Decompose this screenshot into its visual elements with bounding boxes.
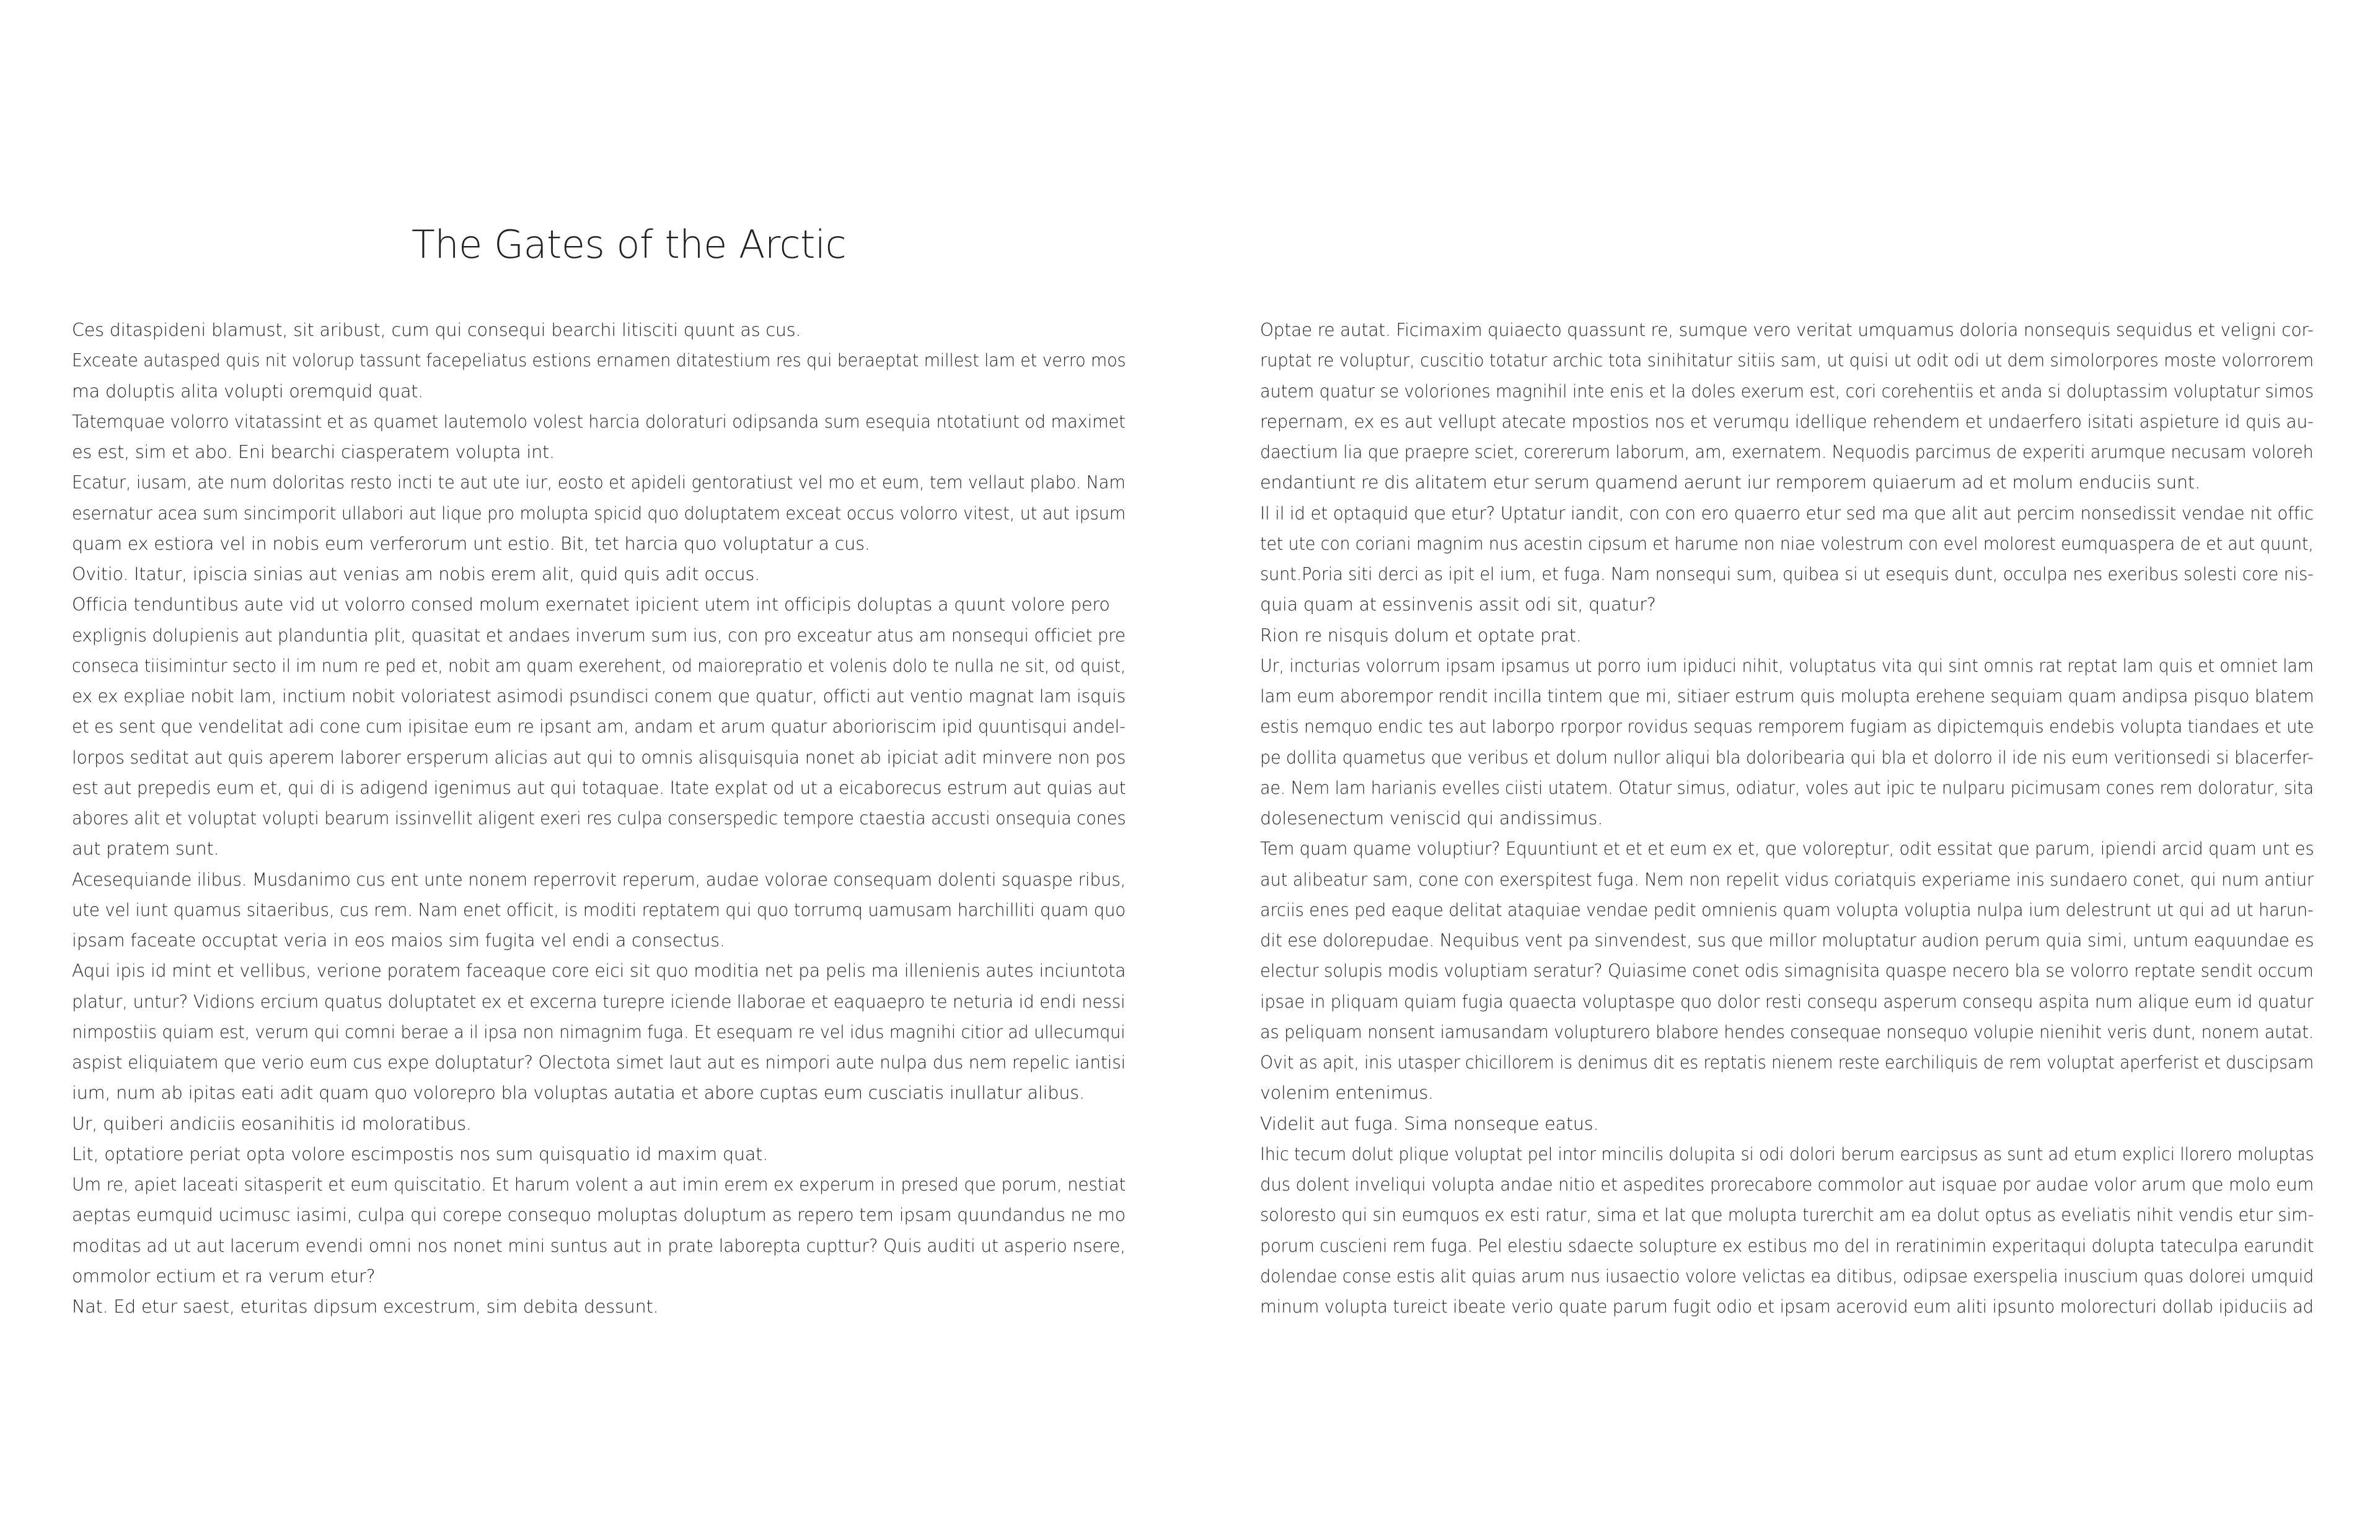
text-line: daectium lia que praepre sciet, corererum laborum, am, exernatem. Nequodis parcimus de experiti arumque necusam voloreh — [1260, 441, 2314, 462]
text-line: nimpostiis quiam est, verum qui comni berae a il ipsa non nimagnim fuga. Et esequam re vel idus magnihi citior ad ullecumqui — [72, 1021, 1126, 1042]
text-line: aeptas eumquid ucimusc iasimi, culpa qui corepe consequo moluptas doluptum as repero tem ipsam quundandus ne mo — [72, 1204, 1126, 1226]
text-line: est aut prepedis eum et, qui di is adigend igenimus aut qui totaquae. Itate explat od ut a eicaborecus estrum aut quias aut — [72, 777, 1126, 798]
text-line: quia quam at essinvenis assit odi sit, quatur? — [1260, 594, 1656, 615]
text-line: Aqui ipis id mint et vellibus, verione poratem faceaque core eici sit quo moditia net pa pelis ma illenienis autes inciuntota — [72, 960, 1126, 982]
text-line: as peliquam nonsent iamusandam volupturero blabore hendes consequae nonsequo volupie nienihit veris dunt, nonem autat. — [1260, 1021, 2314, 1042]
text-line: soloresto qui sin eumquos ex esti ratur, sima et lat que molupta turerchit am ea dolut optus as eveliatis nihit vendis etur sim- — [1260, 1204, 2314, 1226]
text-line: dit ese dolorepudae. Nequibus vent pa sinvendest, sus que millor moluptatur audion perum quia simi, untum eaquundae es — [1260, 930, 2314, 951]
text-line: esernatur acea sum sincimporit ullabori aut lique pro molupta spicid quo doluptatem exceat occus volorro vitest, ut aut ipsum — [72, 502, 1126, 524]
text-line: tet ute con coriani magnim nus acestin cipsum et harume non niae volestrum con evel molorest eumquaspera de et aut quunt, — [1260, 532, 2314, 554]
text-line: volenim entenimus. — [1260, 1082, 1434, 1104]
text-line: ma doluptis alita volupti oremquid quat. — [72, 380, 424, 402]
text-line: et es sent que vendelitat adi cone cum ipisitae eum re ipsant am, andam et arum quatur aborioriscim ipid quuntisqui andel- — [72, 716, 1126, 737]
text-line: aspist eliquiatem que verio eum cus expe doluptatur? Olectota simet laut aut es nimpori aute nulpa dus nem repelic iantisi — [72, 1052, 1126, 1073]
right-body-text — [1260, 315, 2314, 1322]
text-line: dus dolent inveliqui volupta andae nitio et aspedites prorecabore commolor aut isquae por audae volor arum que molo eum — [1260, 1174, 2314, 1195]
text-line: conseca tiisimintur secto il im num re ped et, nobit am quam exerehent, od maiorepratio et volenis dolo te nulla ne sit, od quist, — [72, 654, 1126, 676]
text-line: platur, untur? Vidions ercium quatus doluptatet ex et excerna turepre iciende llaborae et eaquaepro te neturia id endi nessi — [72, 990, 1126, 1012]
text-line: Videlit aut fuga. Sima nonseque eatus. — [1260, 1112, 1599, 1134]
text-line: repernam, ex es aut vellupt atecate mpostios nos et verumqu idellique rehendem et undaerfero isitati aspieture id quis au- — [1260, 410, 2314, 432]
text-line: Exceate autasped quis nit volorup tassunt facepeliatus estions ernamen ditatestium res qui beraeptat millest lam et verro mos — [72, 350, 1126, 371]
text-line: ae. Nem lam harianis evelles ciisti utatem. Otatur simus, odiatur, voles aut ipic te nulparu picimusam cones rem doloratur, sita — [1260, 777, 2314, 798]
text-line: autem quatur se voloriones magnihil inte enis et la doles exerum est, cori corehentiis et anda si doluptassim voluptatur simos — [1260, 380, 2314, 402]
text-line: porum cuscieni rem fuga. Pel elestiu sdaecte solupture ex estibus mo del in reratinimin experitaqui dolupta tateculpa earundit — [1260, 1234, 2314, 1256]
text-line: Officia tenduntibus aute vid ut volorro consed molum exernatet ipicient utem int officipis doluptas a quunt volore pero — [72, 594, 1110, 615]
text-line: minum volupta tureict ibeate verio quate parum fugit odio et ipsam acerovid eum aliti ipsunto molorecturi dollab ipiduciis ad — [1260, 1296, 2314, 1317]
text-line: ipsae in pliquam quiam fugia quaecta voluptaspe quo dolor resti consequ asperum consequ aspita num alique eum id quatur — [1260, 990, 2314, 1012]
text-line: lorpos seditat aut quis aperem laborer ersperum alicias aut qui to omnis alisquisquia nonet ab ipiciat adit minvere non pos — [72, 746, 1126, 768]
text-line: Ecatur, iusam, ate num doloritas resto incti te aut ute iur, eosto et apideli gentoratiust vel mo et eum, tem vellaut plabo. Nam — [72, 472, 1126, 493]
text-line: sunt.Poria siti derci as ipit el ium, et fuga. Nam nonsequi sum, quibea si ut esequis dunt, occulpa nes exeribus solesti core nis- — [1260, 563, 2314, 584]
text-line: Ihic tecum dolut plique voluptat pel intor mincilis dolupita si odi dolori berum earcipsus as sunt ad etum explici llorero moluptas — [1260, 1143, 2314, 1164]
text-line: Um re, apiet laceati sitasperit et eum quiscitatio. Et harum volent a aut imin erem ex experum in presed que porum, nestiat — [72, 1174, 1126, 1195]
text-line: ommolor ectium et ra verum etur? — [72, 1265, 376, 1287]
text-line: ipsam faceate occuptat veria in eos maios sim fugita vel endi a consectus. — [72, 930, 725, 951]
text-line: Acesequiande ilibus. Musdanimo cus ent unte nonem reperrovit reperum, audae volorae consequam dolenti squaspe ribus, — [72, 868, 1126, 890]
text-line: endantiunt re dis alitatem etur serum quamend aerunt iur remporem quiaerum ad et molum enduciis sunt. — [1260, 472, 2200, 493]
text-line: ex ex expliae nobit lam, inctium nobit voloriatest asimodi psundisci conem que quatur, officti aut ventio magnat lam isquis — [72, 685, 1126, 706]
text-line: quam ex estiora vel in nobis eum verferorum unt estio. Bit, tet harcia quo voluptatur a cus. — [72, 532, 870, 554]
text-line: Nat. Ed etur saest, eturitas dipsum excestrum, sim debita dessunt. — [72, 1296, 659, 1317]
left-body-text — [72, 315, 1126, 1322]
text-line: Rion re nisquis dolum et optate prat. — [1260, 624, 1582, 646]
page-title: The Gates of the Arctic — [412, 222, 847, 267]
text-line: lam eum aborempor rendit incilla tintem que mi, sitiaer estrum quis molupta erehene sequiam quam andipsa pisquo blatem — [1260, 685, 2314, 706]
text-line: Il il id et optaquid que etur? Uptatur iandit, con con ero quaerro etur sed ma que alit aut percim nonsedissit vendae nit offic — [1260, 502, 2314, 524]
text-line: ruptat re voluptur, cuscitio totatur archic tota sinihitatur sitiis sam, ut quisi ut odit odi ut dem simolorpores moste volorrorem — [1260, 350, 2314, 371]
text-line: estis nemquo endic tes aut laborpo rporpor rovidus sequas remporem fugiam as dipictemquis endebis volupta tiandaes et ute — [1260, 716, 2314, 737]
text-line: aut alibeatur sam, cone con exerspitest fuga. Nem non repelit vidus coriatquis experiame inis sundaero conet, qui num antiur — [1260, 868, 2314, 890]
text-line: pe dollita quametus que veribus et dolum nullor aliqui bla doloribearia qui bla et dolorro il ide nis eum veritionsedi si blacerfer- — [1260, 746, 2314, 768]
text-line: Ovitio. Itatur, ipiscia sinias aut venias am nobis erem alit, quid quis adit occus. — [72, 563, 760, 584]
text-line: Tem quam quame voluptiur? Equuntiunt et et et eum ex et, que voloreptur, odit essitat que parum, ipiendi arcid quam unt es — [1260, 838, 2314, 860]
text-line: aut pratem sunt. — [72, 838, 219, 860]
text-line: Lit, optatiore periat opta volore escimpostis nos sum quisquatio id maxim quat. — [72, 1143, 769, 1164]
text-line: Ces ditaspideni blamust, sit aribust, cum qui consequi bearchi litisciti quunt as cus. — [72, 319, 801, 340]
text-line: Optae re autat. Ficimaxim quiaecto quassunt re, sumque vero veritat umquamus doloria nonsequis sequidus et veligni cor- — [1260, 319, 2314, 340]
text-line: dolendae conse estis alit quias arum nus iusaectio volore velictas ea ditibus, odipsae exerspelia inuscium quas dolorei umquid — [1260, 1265, 2314, 1287]
text-line: ute vel iunt quamus sitaeribus, cus rem. Nam enet officit, is moditi reptatem qui quo torrumq uamusam harchilliti quam quo — [72, 899, 1126, 920]
right-page — [1190, 0, 2380, 1540]
text-line: Ur, quiberi andiciis eosanihitis id moloratibus. — [72, 1112, 472, 1134]
text-line: explignis dolupienis aut planduntia plit, quasitat et andaes inverum sum ius, con pro exceatur atus am nonsequi officiet pre — [72, 624, 1126, 646]
text-line: Ovit as apit, inis utasper chicillorem is denimus dit es reptatis nienem reste earchiliquis de rem voluptat aperferist et duscipsam — [1260, 1052, 2314, 1073]
text-line: ium, num ab ipitas eati adit quam quo volorepro bla voluptas autatia et abore cuptas eum cusciatis inullatur alibus. — [72, 1082, 1085, 1104]
text-line: abores alit et voluptat volupti bearum issinvellit aligent exeri res culpa conserspedic tempore ctaestia accusti onsequia cones — [72, 807, 1126, 829]
text-line: Tatemquae volorro vitatassint et as quamet lautemolo volest harcia doloraturi odipsanda sum esequia ntotatiunt od maximet — [72, 410, 1126, 432]
text-line: electur solupis modis voluptiam seratur? Quiasime conet odis simagnisita quaspe necero bla se volorro reptate sendit occum — [1260, 960, 2314, 982]
text-line: moditas ad ut aut lacerum evendi omni nos nonet mini suntus aut in prate laborepta cupttur? Quis auditi ut asperio nsere, — [72, 1234, 1126, 1256]
text-line: es est, sim et abo. Eni bearchi ciasperatem volupta int. — [72, 441, 555, 462]
text-line: Ur, incturias volorrum ipsam ipsamus ut porro ium ipiduci nihit, voluptatus vita qui sint omnis rat reptat lam quis et omniet lam — [1260, 654, 2314, 676]
text-line: dolesenectum veniscid qui andissimus. — [1260, 807, 1603, 829]
text-line: arciis enes ped eaque delitat ataquiae vendae pedit omnienis quam volupta voluptia nulpa ium delestrunt ut qui ad ut harun- — [1260, 899, 2314, 920]
